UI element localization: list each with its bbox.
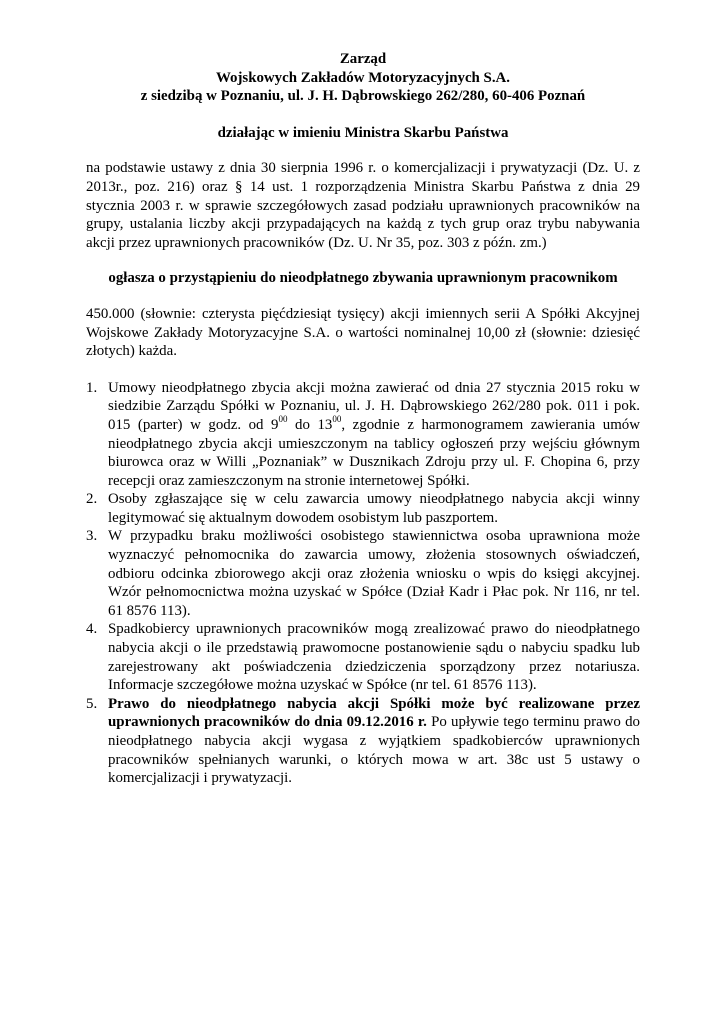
list-item-text: W przypadku braku możliwości osobistego stawiennictwa osoba uprawniona może wyznaczyć pełnomocnika do zawarcia umowy, złożenia stosownych oświadczeń, odbioru odcinka zbiorowego akcji oraz złożenia wniosku o wpis do księgi akcyjnej. Wzór pełnomocnictwa można uzyskać w Spółce (Dział Kadr i Płac pok. Nr 116, nr tel. 61 8576 113). bbox=[108, 528, 640, 619]
list-item-text: , zgodnie z harmonogramem zawierania umów nieodpłatnego zbycia akcji umieszczonym na tablicy ogłoszeń przy wejściu głównym biurowca oraz w Willi „Poznaniak” w Dusznikach Zdroju przy ul. F. Chopina 6, przy recepcji oraz zamieszczonym na stronie internetowej Spółki. bbox=[108, 416, 641, 489]
list-item-text: Po upływie tego terminu prawo do nieodpłatnego nabycia akcji wygasa z wyjątkiem spadkobierców uprawnionych pracowników spełnianych warunki, o których mowa w art. 38c ust 5 ustawy o komercjalizacji i prywatyzacji. bbox=[108, 714, 640, 787]
list-item-text: Umowy nieodpłatnego zbycia akcji można zawierać od dnia 27 stycznia 2015 roku w siedzibie Zarządu Spółki w Poznaniu, ul. J. H. Dąbrowskiego 262/280 pok. 011 i pok. 015 (parter) w godz. od 9 bbox=[108, 379, 640, 433]
list-item-number: 4. bbox=[86, 621, 98, 638]
list-item-number: 5. bbox=[86, 695, 98, 712]
announcement-document bbox=[86, 50, 640, 788]
list-item-text: Osoby zgłaszające się w celu zawarcia umowy nieodpłatnego nabycia akcji winny legitymować się aktualnym dowodem osobistym lub paszportem. bbox=[108, 491, 640, 526]
list-item bbox=[86, 379, 640, 491]
deadline-statement: Prawo do nieodpłatnego nabycia akcji Spółki może być realizowane przez uprawnionych pracowników do dnia 09.12.2016 r. bbox=[108, 695, 640, 731]
list-item-number: 2. bbox=[86, 491, 98, 508]
list-item-text: Spadkobiercy uprawnionych pracowników mogą zrealizować prawo do nieodpłatnego nabycia akcji o ile przedstawią prawomocne postanowienie sądu o nabyciu spadku lub zarejestrowany akt poświadczenia dziedziczenia sporządzony przez notariusza. Informacje szczegółowe można uzyskać w Spółce (nr tel. 61 8576 113). bbox=[108, 621, 640, 694]
header-board: Zarząd bbox=[339, 51, 387, 67]
hour-superscript: 00 bbox=[332, 413, 342, 424]
acting-on-behalf: działając w imieniu Ministra Skarbu Państwa bbox=[217, 124, 509, 141]
list-item bbox=[86, 620, 640, 694]
list-item bbox=[86, 527, 640, 620]
shares-paragraph: 450.000 (słownie: czterysta pięćdziesiąt tysięcy) akcji imiennych serii A Spółki Akcyjnej Wojskowe Zakłady Motoryzacyjne S.A. o wartości nominalnej 10,00 zł (słownie: dziesięć złotych) każda. bbox=[86, 305, 640, 360]
hour-superscript: 00 bbox=[278, 413, 288, 424]
announcement-heading: ogłasza o przystąpieniu do nieodpłatnego zbywania uprawnionym pracownikom bbox=[108, 270, 618, 287]
list-item bbox=[86, 490, 640, 527]
list-item-text: do 13 bbox=[287, 416, 333, 433]
header-company-address: z siedzibą w Poznaniu, ul. J. H. Dąbrowskiego 262/280, 60-406 Poznań bbox=[140, 88, 586, 105]
list-item-number: 1. bbox=[86, 379, 98, 396]
document-header bbox=[86, 50, 640, 106]
conditions-list bbox=[86, 379, 640, 788]
list-item bbox=[86, 695, 640, 788]
list-item-number: 3. bbox=[86, 528, 98, 545]
header-company-name: Wojskowych Zakładów Motoryzacyjnych S.A. bbox=[215, 69, 511, 86]
legal-basis-paragraph: na podstawie ustawy z dnia 30 sierpnia 1996 r. o komercjalizacji i prywatyzacji (Dz. U. z 2013r., poz. 216) oraz § 14 ust. 1 rozporządzenia Ministra Skarbu Państwa z dnia 29 stycznia 2003 r. w sprawie szczegółowych zasad podziału uprawnionych pracowników na grupy, ustalania liczby akcji przypadających na każdą z tych grup oraz trybu nabywania akcji przez uprawnionych pracowników (Dz. U. Nr 35, poz. 303 z późn. zm.) bbox=[86, 160, 640, 251]
